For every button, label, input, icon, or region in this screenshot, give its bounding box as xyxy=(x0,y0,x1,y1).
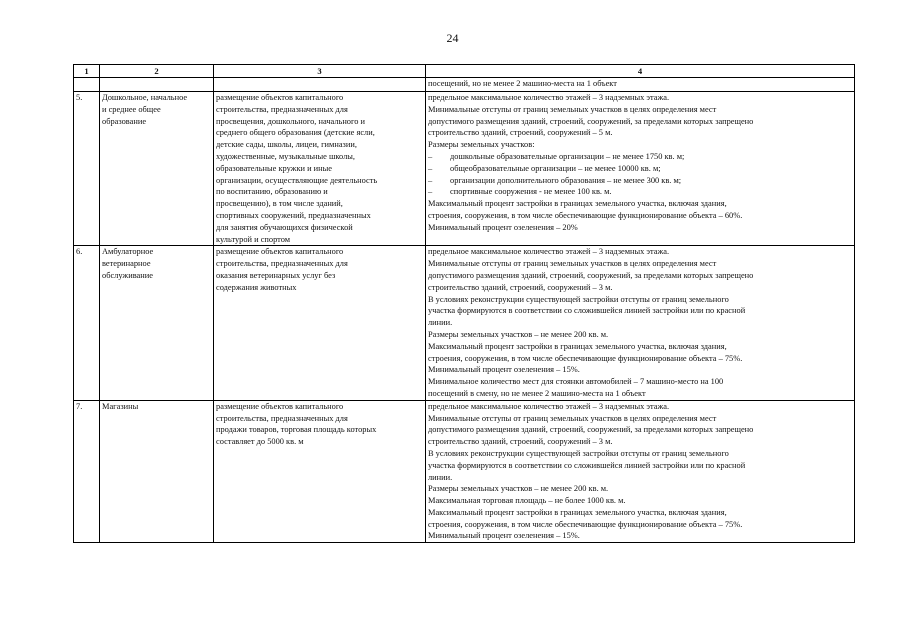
parameter-line: посещений в смену, но не менее 2 машино-места на 1 объект xyxy=(428,388,646,398)
land-use-name xyxy=(100,92,214,246)
parameter-line: В условиях реконструкции существующей застройки отступы от границ земельного xyxy=(428,448,729,458)
description-line: строительства, предназначенных для xyxy=(216,104,348,114)
parameter-line: Максимальный процент застройки в границах земельного участка, включая здания, xyxy=(428,507,727,517)
description-line: по воспитанию, образованию и xyxy=(216,187,328,197)
land-use-parameters xyxy=(426,246,855,400)
land-use-name-line: Магазины xyxy=(102,401,139,411)
continuation-text: посещений, но не менее 2 машино-места на 1 объект xyxy=(426,78,855,92)
description-line: детские сады, школы, лицеи, гимназии, xyxy=(216,140,357,150)
page-number: 24 xyxy=(446,31,459,45)
description-line: строительства, предназначенных для xyxy=(216,413,348,423)
land-use-parameters xyxy=(426,400,855,543)
land-use-parameters xyxy=(426,92,855,246)
land-use-name-line: образование xyxy=(102,116,147,126)
dash-bullet: – xyxy=(428,187,433,197)
dash-bullet: – xyxy=(428,151,433,161)
parameter-text: общеобразовательные организации – не менее 10000 кв. м; xyxy=(450,163,661,173)
parameter-line: линии. xyxy=(428,318,453,328)
parameter-line: Минимальные отступы от границ земельных участков в целях определения мест xyxy=(428,413,717,423)
parameter-text: дошкольные образовательные организации – не менее 1750 кв. м; xyxy=(450,151,685,161)
parameter-line: строения, сооружения, в том числе обеспечивающие функционирование объекта – 75%. xyxy=(428,519,743,529)
header-col-1: 1 xyxy=(74,65,100,78)
description-line: содержания животных xyxy=(216,282,297,292)
land-use-name-line: ветеринарное xyxy=(102,259,151,269)
parameter-line: В условиях реконструкции существующей застройки отступы от границ земельного xyxy=(428,294,729,304)
description-line: оказания ветеринарных услуг без xyxy=(216,270,336,280)
table-cell xyxy=(100,78,214,92)
parameter-line: Размеры земельных участков: xyxy=(428,140,535,150)
description-line: размещение объектов капитального xyxy=(216,93,344,102)
land-use-name-line: обслуживание xyxy=(102,270,153,280)
row-number: 7. xyxy=(74,400,100,543)
header-col-2: 2 xyxy=(100,65,214,78)
land-use-description xyxy=(214,92,426,246)
parameter-text: организации дополнительного образования – не менее 300 кв. м; xyxy=(450,175,682,185)
parameter-line: предельное максимальное количество этажей – 3 надземных этажа. xyxy=(428,93,670,102)
parameter-line: строительство зданий, строений, сооружений – 3 м. xyxy=(428,437,613,447)
parameter-bullet-item xyxy=(428,163,852,175)
parameter-line: участка формируются в соответствии со сложившейся линией застройки или по красной xyxy=(428,460,746,470)
parameter-bullet-item xyxy=(428,175,852,187)
description-line: для занятия обучающихся физической xyxy=(216,222,353,232)
description-line: составляет до 5000 кв. м xyxy=(216,437,304,447)
description-line: просвещения, дошкольного, начального и xyxy=(216,116,365,126)
parameter-line: допустимого размещения зданий, строений, сооружений, за пределами которых запрещено xyxy=(428,116,754,126)
row-number: 6. xyxy=(74,246,100,400)
parameter-line: предельное максимальное количество этажей – 3 надземных этажа. xyxy=(428,247,670,257)
description-line: продажи товаров, торговая площадь которых xyxy=(216,425,377,435)
parameter-line: строительство зданий, строений, сооружений – 5 м. xyxy=(428,128,613,138)
description-line: культурой и спортом xyxy=(216,234,291,244)
table-row xyxy=(74,92,855,246)
parameter-line: Максимальный процент застройки в границах земельного участка, включая здания, xyxy=(428,341,727,351)
zoning-table xyxy=(73,64,855,543)
parameter-line: Размеры земельных участков – не менее 200 кв. м. xyxy=(428,484,609,494)
parameter-line: линии. xyxy=(428,472,453,482)
description-line: образовательные кружки и иные xyxy=(216,163,332,173)
description-line: среднего общего образования (детские ясли, xyxy=(216,128,375,138)
parameter-line: строения, сооружения, в том числе обеспечивающие функционирование объекта – 75%. xyxy=(428,353,743,363)
header-col-3: 3 xyxy=(214,65,426,78)
parameter-line: Минимальный процент озеленения – 15%. xyxy=(428,365,580,375)
description-line: строительства, предназначенных для xyxy=(216,259,348,269)
parameter-bullet-item xyxy=(428,186,852,198)
parameter-line: Максимальный процент застройки в границах земельного участка, включая здания, xyxy=(428,199,727,209)
table-cell xyxy=(74,78,100,92)
parameter-line: Минимальные отступы от границ земельных участков в целях определения мест xyxy=(428,104,717,114)
land-use-description xyxy=(214,246,426,400)
land-use-name xyxy=(100,246,214,400)
description-line: просвещению), в том числе зданий, xyxy=(216,199,343,209)
header-row xyxy=(74,65,855,78)
description-line: размещение объектов капитального xyxy=(216,401,344,411)
parameter-text: спортивные сооружения - не менее 100 кв. м. xyxy=(450,187,612,197)
table-row xyxy=(74,400,855,543)
description-line: организации, осуществляющие деятельность xyxy=(216,175,378,185)
row-number: 5. xyxy=(74,92,100,246)
parameter-line: предельное максимальное количество этажей – 3 надземных этажа. xyxy=(428,401,670,411)
description-line: спортивных сооружений, предназначенных xyxy=(216,210,371,220)
parameter-line: допустимого размещения зданий, строений, сооружений, за пределами которых запрещено xyxy=(428,425,754,435)
land-use-name-line: и среднее общее xyxy=(102,104,161,114)
description-line: размещение объектов капитального xyxy=(216,247,344,257)
dash-bullet: – xyxy=(428,175,433,185)
land-use-name xyxy=(100,400,214,543)
parameter-line: Размеры земельных участков – не менее 200 кв. м. xyxy=(428,329,609,339)
table-row xyxy=(74,246,855,400)
parameter-line: Максимальная торговая площадь – не более 1000 кв. м. xyxy=(428,496,626,506)
parameter-line: допустимого размещения зданий, строений, сооружений, за пределами которых запрещено xyxy=(428,270,754,280)
parameter-bullet-item xyxy=(428,151,852,163)
land-use-description xyxy=(214,400,426,543)
description-line: художественные, музыкальные школы, xyxy=(216,151,356,161)
parameter-line: участка формируются в соответствии со сложившейся линией застройки или по красной xyxy=(428,306,746,316)
parameter-line: Минимальный процент озеленения – 15%. xyxy=(428,531,580,541)
land-use-name-line: Дошкольное, начальное xyxy=(102,93,188,102)
table-cell xyxy=(214,78,426,92)
dash-bullet: – xyxy=(428,163,433,173)
header-col-4: 4 xyxy=(426,65,855,78)
parameter-line: Минимальные отступы от границ земельных участков в целях определения мест xyxy=(428,259,717,269)
parameter-line: Минимальный процент озеленения – 20% xyxy=(428,222,578,232)
parameter-line: Минимальное количество мест для стоянки автомобилей – 7 машино-место на 100 xyxy=(428,377,724,387)
continuation-row xyxy=(74,78,855,92)
land-use-name-line: Амбулаторное xyxy=(102,247,154,257)
parameter-line: строения, сооружения, в том числе обеспечивающие функционирование объекта – 60%. xyxy=(428,210,743,220)
parameter-line: строительство зданий, строений, сооружений – 3 м. xyxy=(428,282,613,292)
